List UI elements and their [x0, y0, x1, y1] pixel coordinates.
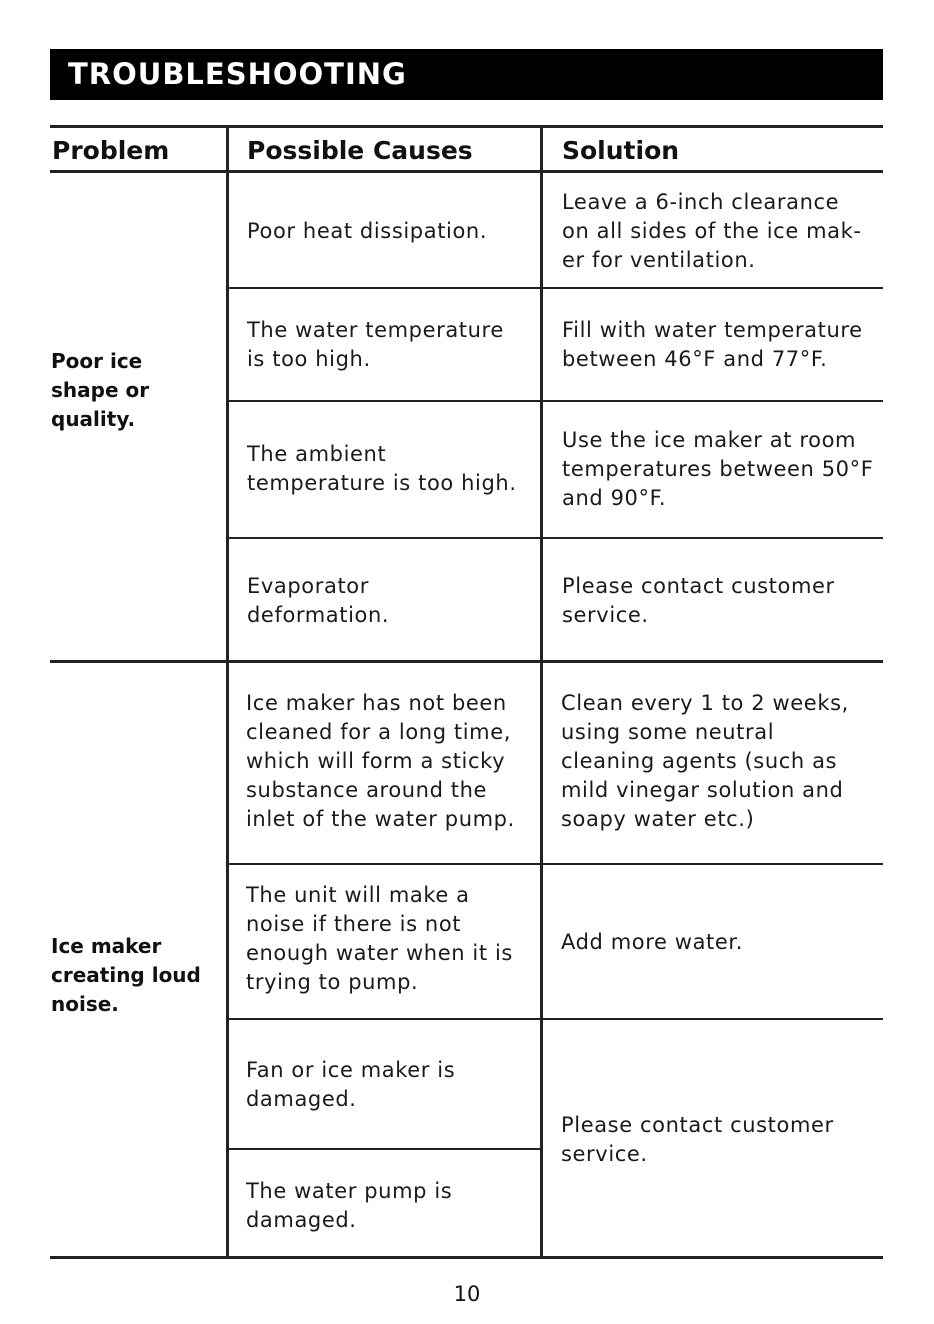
cause-cell: The unit will make a noise if there is not enough water when it is trying to pump. — [246, 883, 513, 994]
solution-cell: Fill with water temperature between 46°F and 77°F. — [562, 318, 863, 371]
table-top-rule — [50, 125, 883, 128]
row-divider — [228, 537, 883, 539]
section-title: TROUBLESHOOTING — [68, 57, 407, 91]
row-divider — [228, 400, 883, 402]
cause-cell: Evaporator deformation. — [247, 574, 390, 627]
header-solution: Solution — [562, 136, 680, 165]
header-causes: Possible Causes — [247, 136, 473, 165]
row-divider — [228, 863, 883, 865]
cause-cell: The water temperature is too high. — [247, 318, 504, 371]
row-divider — [228, 1018, 883, 1020]
page-number: 10 — [453, 1282, 481, 1306]
problem-divider — [50, 660, 883, 663]
solution-cell: Please contact customer service. — [561, 1113, 834, 1166]
cause-cell: Fan or ice maker is damaged. — [246, 1058, 456, 1111]
solution-cell: Use the ice maker at room temperatures between 50°F and 90°F. — [562, 428, 874, 510]
row-divider — [228, 1148, 542, 1150]
solution-cell: Leave a 6-inch clearance on all sides of the ice mak-er for ventilation. — [562, 190, 862, 272]
problem-label: Ice maker creating loud noise. — [51, 934, 201, 1016]
header-bottom-rule — [50, 170, 883, 173]
cause-cell: Ice maker has not been cleaned for a long time, which will form a sticky substance around the inlet of the water pump. — [246, 691, 515, 831]
table-bottom-rule — [50, 1256, 883, 1259]
solution-cell: Clean every 1 to 2 weeks, using some neutral cleaning agents (such as mild vinegar solution and soapy water etc.) — [561, 691, 849, 831]
section-title-banner — [50, 49, 883, 100]
header-problem: Problem — [52, 136, 170, 165]
cause-cell: Poor heat dissipation. — [247, 219, 488, 243]
solution-cell: Add more water. — [561, 930, 743, 954]
cause-cell: The ambient temperature is too high. — [247, 442, 517, 495]
column-divider — [540, 125, 543, 1259]
row-divider — [228, 287, 883, 289]
problem-label: Poor ice shape or quality. — [51, 349, 150, 431]
solution-cell: Please contact customer service. — [562, 574, 835, 627]
cause-cell: The water pump is damaged. — [246, 1179, 453, 1232]
column-divider — [226, 125, 229, 1259]
